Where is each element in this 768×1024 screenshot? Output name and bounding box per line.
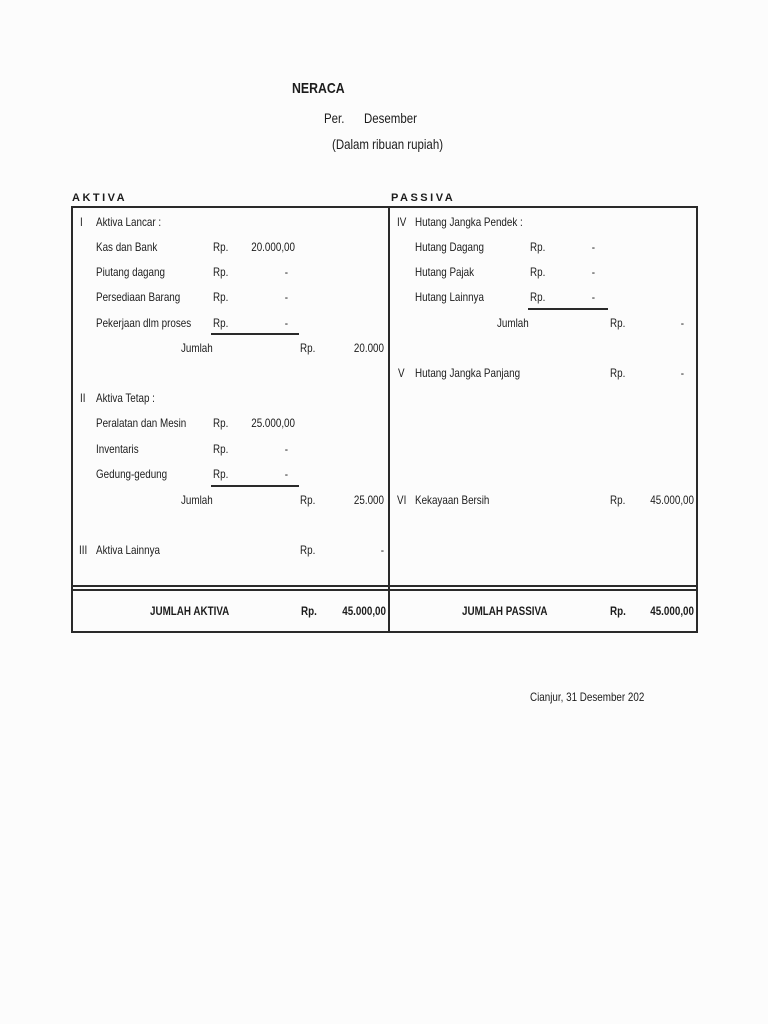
total-passiva-currency: Rp. bbox=[610, 604, 626, 618]
section-label-hutang-jangka-panjang: Hutang Jangka Panjang bbox=[415, 366, 521, 380]
item-value: - bbox=[591, 240, 595, 254]
table-center-divider bbox=[388, 206, 390, 633]
total-aktiva-currency: Rp. bbox=[301, 604, 317, 618]
section-number-i: I bbox=[80, 215, 83, 229]
place-date: Cianjur, 31 Desember 202 bbox=[530, 690, 645, 704]
item-name: Hutang Lainnya bbox=[415, 290, 484, 304]
subtotal-value: 25.000 bbox=[353, 493, 384, 507]
total-aktiva-value: 45.000,00 bbox=[342, 604, 386, 618]
item-currency: Rp. bbox=[213, 316, 229, 330]
subtotal-label: Jumlah bbox=[497, 316, 529, 330]
subtotal-label: Jumlah bbox=[181, 493, 213, 507]
section-label-kekayaan-bersih: Kekayaan Bersih bbox=[415, 493, 490, 507]
subtotal-currency: Rp. bbox=[300, 341, 316, 355]
section-label-aktiva-lainnya: Aktiva Lainnya bbox=[96, 543, 160, 557]
item-currency: Rp. bbox=[213, 290, 229, 304]
item-value: 45.000,00 bbox=[650, 493, 694, 507]
section-label-hutang-jangka-pendek: Hutang Jangka Pendek : bbox=[415, 215, 523, 229]
subtotal-currency: Rp. bbox=[610, 316, 626, 330]
item-name: Persediaan Barang bbox=[96, 290, 181, 304]
section-number-iii: III bbox=[79, 543, 88, 557]
table-top-border bbox=[71, 206, 698, 208]
item-value: - bbox=[591, 265, 595, 279]
subtotal-value: - bbox=[680, 316, 684, 330]
subtotal-value: 20.000 bbox=[353, 341, 384, 355]
total-double-line-top bbox=[71, 585, 698, 587]
aktiva-heading: AKTIVA bbox=[72, 192, 128, 204]
total-passiva-value: 45.000,00 bbox=[650, 604, 694, 618]
subtotal-currency: Rp. bbox=[300, 493, 316, 507]
table-left-border bbox=[71, 206, 73, 633]
total-passiva-label: JUMLAH PASSIVA bbox=[462, 604, 548, 618]
total-double-line-bottom bbox=[71, 589, 698, 591]
unit-note: (Dalam ribuan rupiah) bbox=[332, 136, 444, 152]
section-number-iv: IV bbox=[397, 215, 407, 229]
item-name: Hutang Pajak bbox=[415, 265, 475, 279]
total-aktiva-label: JUMLAH AKTIVA bbox=[150, 604, 230, 618]
item-name: Hutang Dagang bbox=[415, 240, 484, 254]
item-value: - bbox=[284, 467, 288, 481]
item-value: - bbox=[284, 290, 288, 304]
item-value: 25.000,00 bbox=[251, 416, 295, 430]
item-name: Inventaris bbox=[96, 442, 139, 456]
item-value: - bbox=[591, 290, 595, 304]
section-number-ii: II bbox=[80, 391, 86, 405]
subtotal-label: Jumlah bbox=[181, 341, 213, 355]
document-title: NERACA bbox=[292, 80, 345, 97]
item-name: Peralatan dan Mesin bbox=[96, 416, 187, 430]
period-month: Desember bbox=[364, 110, 417, 126]
item-value: - bbox=[284, 316, 288, 330]
section-label-aktiva-lancar: Aktiva Lancar : bbox=[96, 215, 162, 229]
item-value: - bbox=[284, 265, 288, 279]
subtotal-underline bbox=[528, 308, 608, 310]
item-value: - bbox=[380, 543, 384, 557]
subtotal-underline bbox=[211, 485, 299, 487]
item-value: - bbox=[680, 366, 684, 380]
item-value: - bbox=[284, 442, 288, 456]
section-number-vi: VI bbox=[397, 493, 407, 507]
item-currency: Rp. bbox=[213, 416, 229, 430]
item-currency: Rp. bbox=[213, 467, 229, 481]
item-currency: Rp. bbox=[610, 366, 626, 380]
item-value: 20.000,00 bbox=[251, 240, 295, 254]
item-currency: Rp. bbox=[610, 493, 626, 507]
passiva-heading: PASSIVA bbox=[391, 192, 456, 204]
item-currency: Rp. bbox=[530, 290, 546, 304]
table-right-border bbox=[696, 206, 698, 633]
section-label-aktiva-tetap: Aktiva Tetap : bbox=[96, 391, 155, 405]
item-name: Gedung-gedung bbox=[96, 467, 168, 481]
item-currency: Rp. bbox=[213, 442, 229, 456]
period-label: Per. bbox=[324, 110, 345, 126]
subtotal-underline bbox=[211, 333, 299, 335]
item-currency: Rp. bbox=[530, 265, 546, 279]
item-currency: Rp. bbox=[213, 240, 229, 254]
item-name: Pekerjaan dlm proses bbox=[96, 316, 192, 330]
item-name: Piutang dagang bbox=[96, 265, 165, 279]
item-currency: Rp. bbox=[300, 543, 316, 557]
section-number-v: V bbox=[398, 366, 405, 380]
item-currency: Rp. bbox=[530, 240, 546, 254]
item-name: Kas dan Bank bbox=[96, 240, 158, 254]
table-bottom-border bbox=[71, 631, 698, 633]
item-currency: Rp. bbox=[213, 265, 229, 279]
